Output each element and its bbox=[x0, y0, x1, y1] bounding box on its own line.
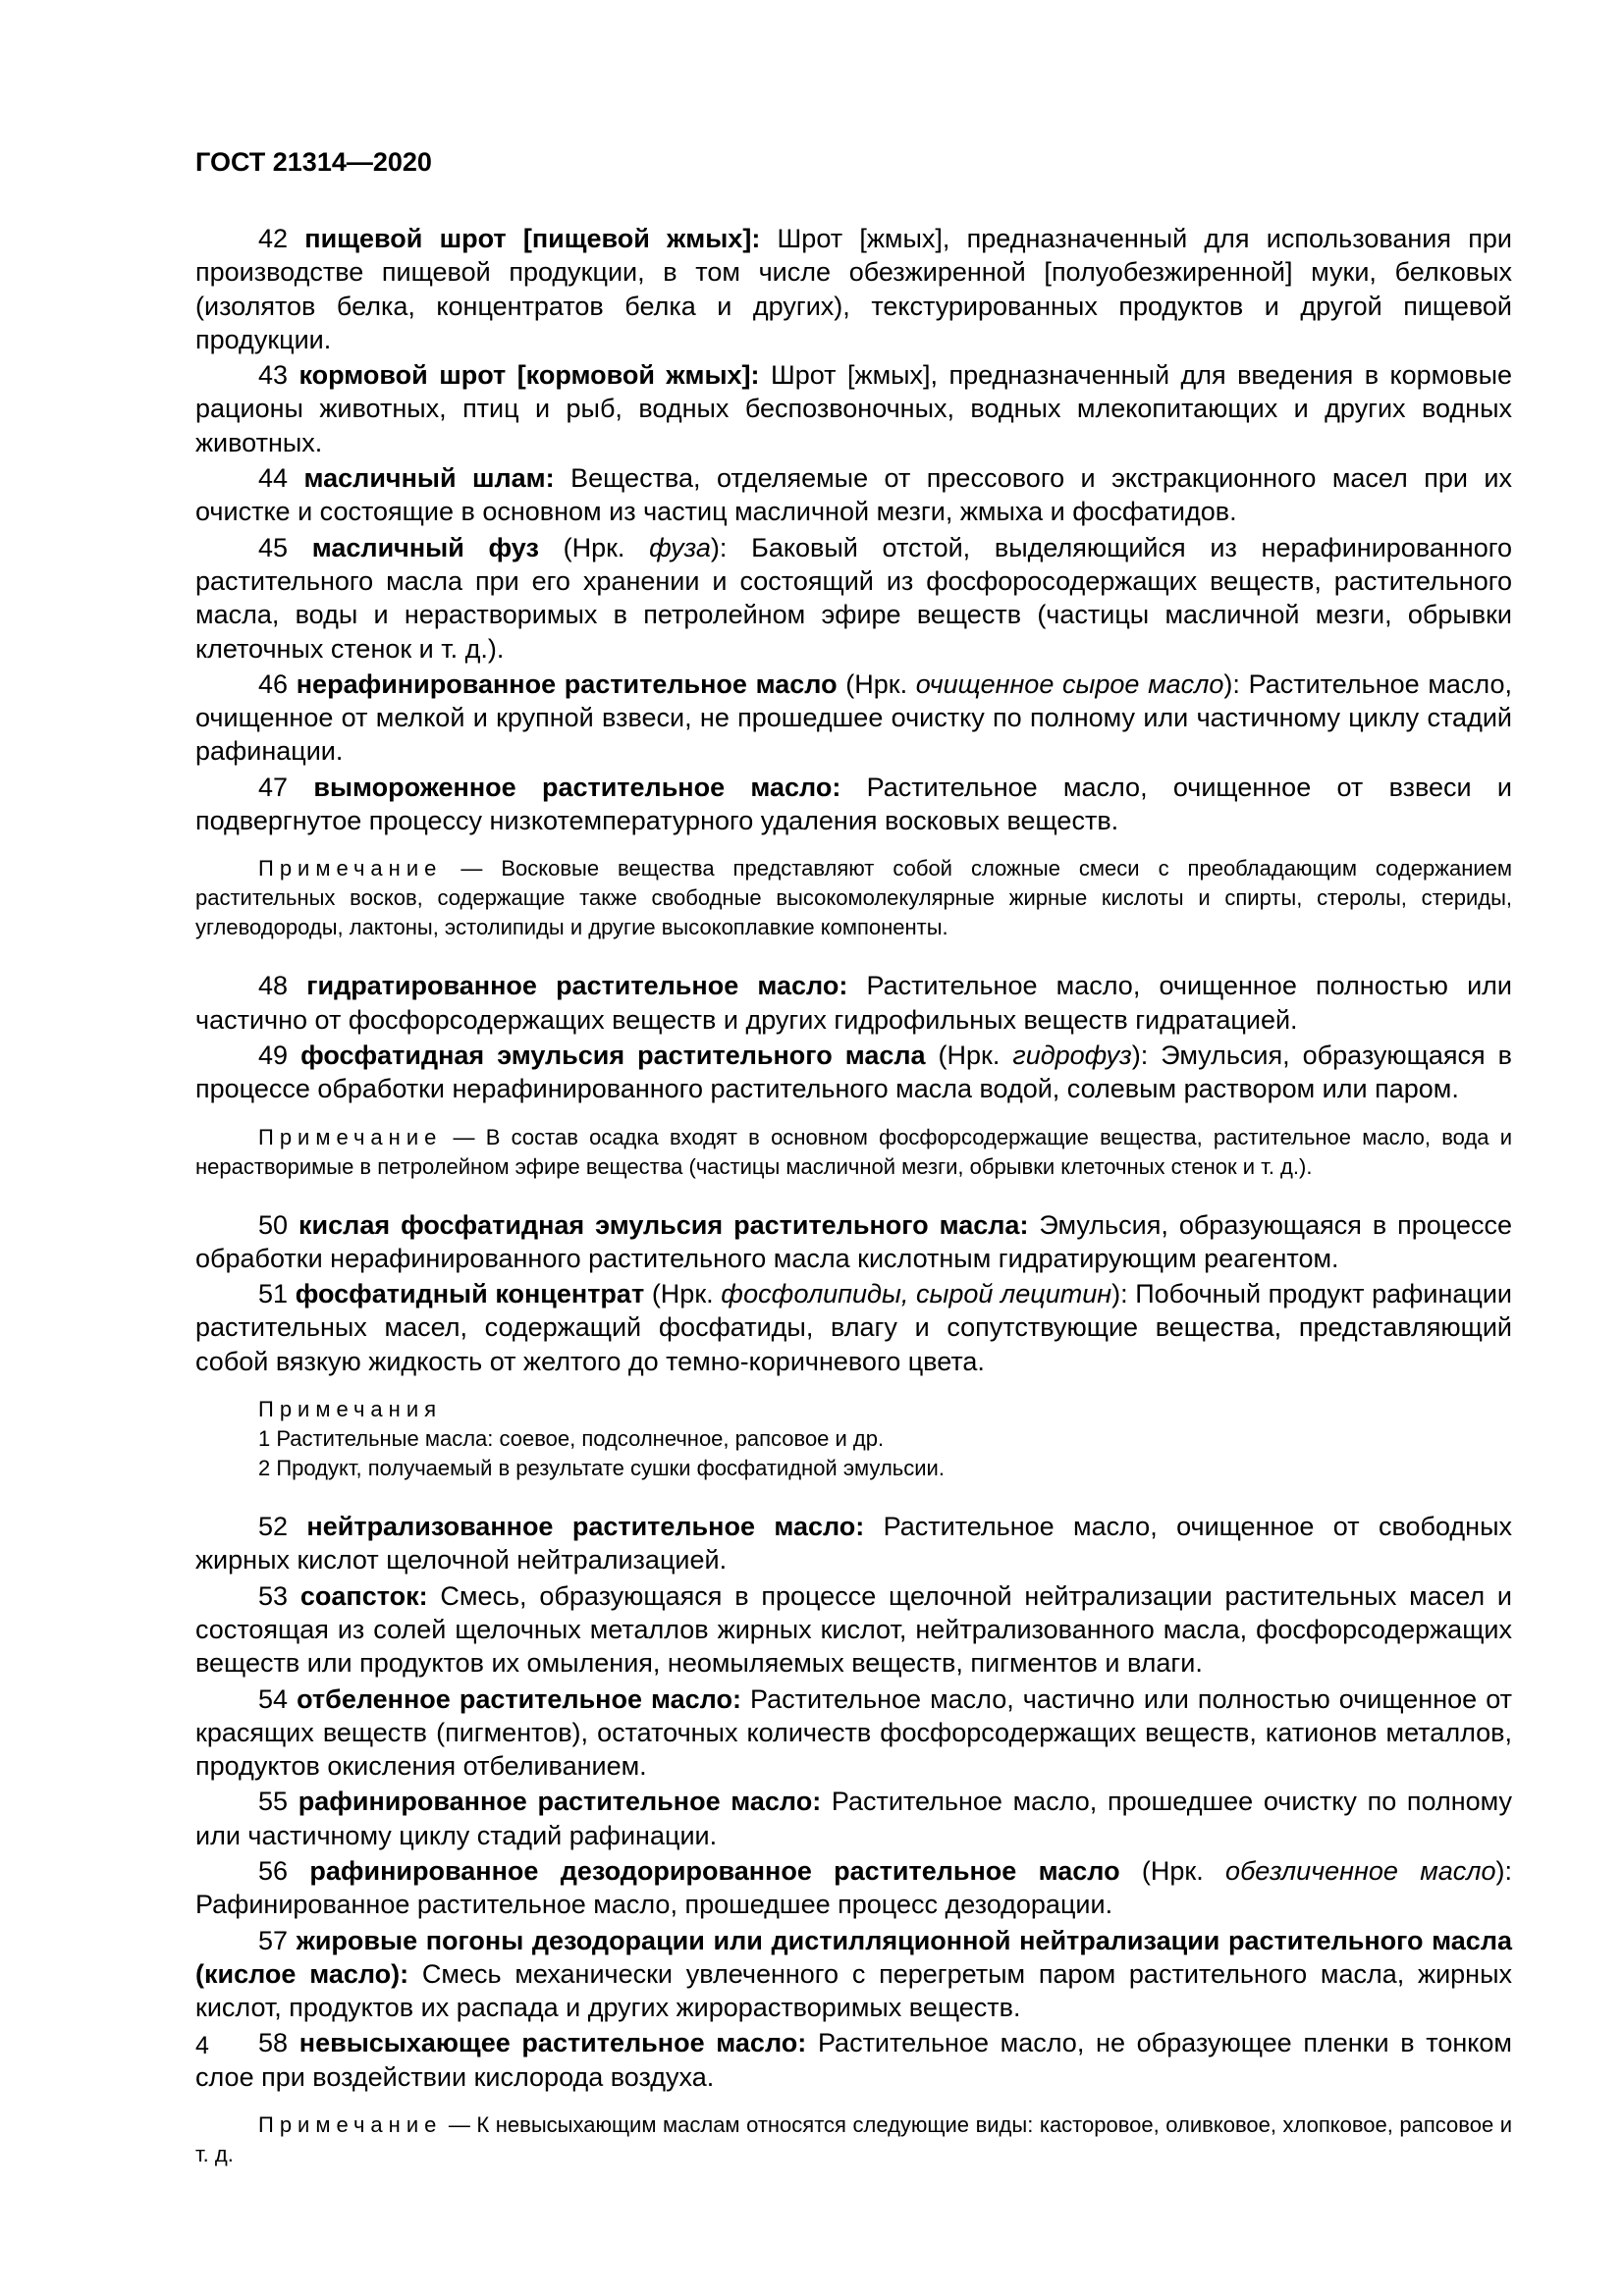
entry-number: 43 bbox=[258, 360, 289, 391]
term: масличный фуз bbox=[311, 532, 539, 562]
page-number: 4 bbox=[195, 2032, 209, 2059]
entry-number: 46 bbox=[258, 668, 289, 699]
term: кормовой шрот [кормовой жмых]: bbox=[298, 360, 760, 391]
note-text: — К невысыхающим маслам относятся следующие виды: касторовое, оливковое, хлопковое, рапсовое и т. д. bbox=[195, 2112, 1512, 2167]
term: нейтрализованное растительное масло: bbox=[306, 1512, 865, 1542]
note-text: — В состав осадка входят в основном фосфорсодержащие вещества, растительное масло, вода и нерастворимые в петролейном эфире вещества (частицы масличной мезги, обрывки клеточных стенок и т. д.). bbox=[195, 1124, 1512, 1179]
note-waxes bbox=[195, 854, 1512, 942]
term-entry-44 bbox=[195, 461, 1512, 529]
entry-number: 47 bbox=[258, 772, 289, 802]
document-body bbox=[195, 222, 1512, 2196]
entry-number: 55 bbox=[258, 1787, 289, 1817]
definition: Вещества, отделяемые от прессового и экстракционного масел при их очистке и состоящие в основном из частиц масличной мезги, жмыха и фосфатидов. bbox=[195, 463, 1512, 527]
definition: ): Побочный продукт рафинации растительных масел, содержащий фосфатиды, влагу и сопутствующие вещества, представляющий собой вязкую жидкость от желтого до темно-коричневого цвета. bbox=[195, 1279, 1512, 1376]
deprecated-term: фуза bbox=[649, 532, 711, 562]
note-sediment bbox=[195, 1123, 1512, 1182]
term-entry-52 bbox=[195, 1510, 1512, 1577]
definition: Шрот [жмых], предназначенный для введения в кормовые рационы животных, птиц и рыб, водных беспозвоночных, водных млекопитающих и других водных животных. bbox=[195, 360, 1513, 457]
term-entry-57 bbox=[195, 1924, 1512, 2025]
definition: ): Баковый отстой, выделяющийся из нерафинированного растительного масла при его хранении и состоящий из фосфоросодержащих веществ, растительного масла, воды и нерастворимых в петролейном эфире веществ (частицы масличной мезги, обрывки клеточных стенок и т. д.). bbox=[195, 532, 1512, 664]
note-label: Примечание bbox=[258, 2112, 443, 2138]
entry-number: 54 bbox=[258, 1683, 289, 1714]
term: пищевой шрот [пищевой жмых]: bbox=[304, 224, 761, 253]
term-entry-51 bbox=[195, 1277, 1512, 1378]
definition: Растительное масло, не образующее пленки в тонком слое при воздействии кислорода воздуха. bbox=[195, 2028, 1512, 2092]
definition: ): Эмульсия, образующаяся в процессе обработки нерафинированного растительного масла водой, солевым раствором или паром. bbox=[195, 1040, 1512, 1104]
definition: Смесь, образующаяся в процессе щелочной нейтрализации растительных масел и состоящая из солей щелочных металлов жирных кислот, нейтрализованного масла, фосфорсодержащих веществ или продуктов их омыления, неомыляемых веществ, пигментов и влаги. bbox=[195, 1580, 1512, 1679]
term: фосфатидная эмульсия растительного масла bbox=[300, 1040, 926, 1070]
term-entry-56 bbox=[195, 1854, 1512, 1922]
notes-label: Примечания bbox=[258, 1397, 443, 1422]
term: соапсток: bbox=[299, 1580, 428, 1611]
definition: Растительное масло, прошедшее очистку по полному или частичному циклу стадий рафинации. bbox=[195, 1787, 1512, 1850]
term-entry-48 bbox=[195, 969, 1512, 1037]
term: невысыхающее растительное масло: bbox=[298, 2028, 807, 2058]
term-entry-47 bbox=[195, 771, 1512, 838]
deprecated-term: очищенное сырое масло bbox=[915, 668, 1224, 699]
note-label: Примечание bbox=[258, 856, 443, 881]
term: нерафинированное растительное масло bbox=[296, 668, 838, 699]
term: кислая фосфатидная эмульсия растительного масла: bbox=[298, 1209, 1029, 1240]
definition: Растительное масло, очищенное полностью или частично от фосфорсодержащих веществ и других гидрофильных веществ гидратацией. bbox=[195, 971, 1512, 1035]
term-entry-45 bbox=[195, 531, 1512, 666]
deprecated-term: гидрофуз bbox=[1012, 1040, 1132, 1070]
definition: Эмульсия, образующаяся в процессе обработки нерафинированного растительного масла кислотным гидратирующим реагентом. bbox=[195, 1209, 1512, 1273]
notes-list bbox=[195, 1395, 1512, 1483]
term: рафинированное растительное масло: bbox=[298, 1787, 822, 1817]
note-item: 2 Продукт, получаемый в результате сушки фосфатидной эмульсии. bbox=[258, 1456, 945, 1481]
entry-number: 57 bbox=[258, 1925, 289, 1955]
entry-number: 51 bbox=[258, 1279, 289, 1309]
entry-number: 50 bbox=[258, 1209, 289, 1240]
term-entry-43 bbox=[195, 358, 1512, 459]
definition: Смесь механически увлеченного с перегретым паром растительного масла, жирных кислот, продуктов их распада и других жирорастворимых веществ. bbox=[195, 1958, 1512, 2023]
entry-number: 52 bbox=[258, 1512, 289, 1542]
entry-number: 48 bbox=[258, 971, 289, 1001]
deprecated-term: фосфолипиды, сырой лецитин bbox=[721, 1279, 1112, 1309]
deprecated-term: обезличенное масло bbox=[1225, 1855, 1496, 1886]
definition: Растительное масло, очищенное от взвеси и подвергнутое процессу низкотемпературного удаления восковых веществ. bbox=[195, 772, 1512, 836]
note-item: 1 Растительные масла: соевое, подсолнечное, рапсовое и др. bbox=[258, 1426, 885, 1452]
term-entry-42 bbox=[195, 222, 1512, 356]
note-label: Примечание bbox=[258, 1124, 443, 1149]
entry-number: 42 bbox=[258, 224, 289, 253]
term-entry-50 bbox=[195, 1208, 1512, 1276]
entry-number: 49 bbox=[258, 1040, 289, 1070]
term: рафинированное дезодорированное растительное масло bbox=[309, 1855, 1120, 1886]
term: вымороженное растительное масло: bbox=[313, 772, 841, 802]
term-entry-54 bbox=[195, 1682, 1512, 1784]
term: гидратированное растительное масло: bbox=[306, 971, 848, 1001]
nrk-prefix: (Нрк. bbox=[1119, 1855, 1226, 1886]
definition: ): Рафинированное растительное масло, прошедшее процесс дезодорации. bbox=[195, 1855, 1512, 1920]
term: фосфатидный концентрат bbox=[295, 1279, 645, 1309]
entry-number: 45 bbox=[258, 532, 289, 562]
term-entry-53 bbox=[195, 1579, 1512, 1681]
definition: Растительное масло, частично или полностью очищенное от красящих веществ (пигментов), остаточных количеств фосфорсодержащих веществ, катионов металлов, продуктов окисления отбеливанием. bbox=[195, 1683, 1512, 1782]
nrk-prefix: (Нрк. bbox=[538, 532, 650, 562]
note-nondrying-oils bbox=[195, 2110, 1512, 2169]
nrk-prefix: (Нрк. bbox=[925, 1040, 1013, 1070]
term-entry-58 bbox=[195, 2026, 1512, 2094]
entry-number: 56 bbox=[258, 1855, 289, 1886]
term: жировые погоны дезодорации или дистилляционной нейтрализации растительного масла (кислое масло): bbox=[195, 1925, 1512, 1989]
entry-number: 58 bbox=[258, 2028, 289, 2058]
entry-number: 53 bbox=[258, 1580, 289, 1611]
definition: Шрот [жмых], предназначенный для использования при производстве пищевой продукции, в том числе обезжиренной [полуобезжиренной] муки, белковых (изолятов белка, концентратов белка и других), текстурированных продуктов и другой пищевой продукции. bbox=[195, 224, 1512, 354]
term-entry-55 bbox=[195, 1785, 1512, 1852]
definition: Растительное масло, очищенное от свободных жирных кислот щелочной нейтрализацией. bbox=[195, 1512, 1512, 1575]
definition: ): Растительное масло, очищенное от мелкой и крупной взвеси, не прошедшее очистку по полному или частичному циклу стадий рафинации. bbox=[195, 668, 1512, 767]
entry-number: 44 bbox=[258, 463, 289, 494]
nrk-prefix: (Нрк. bbox=[644, 1279, 722, 1309]
term-entry-49 bbox=[195, 1039, 1512, 1106]
note-text: — Восковые вещества представляют собой сложные смеси с преобладающим содержанием растительных восков, содержащие также свободные высокомолекулярные жирные кислоты и спирты, стеролы, стериды, углеводороды, лактоны, эстолипиды и другие высокоплавкие компоненты. bbox=[195, 856, 1512, 940]
term-entry-46 bbox=[195, 667, 1512, 769]
term: отбеленное растительное масло: bbox=[297, 1683, 741, 1714]
nrk-prefix: (Нрк. bbox=[837, 668, 916, 699]
standard-header: ГОСТ 21314—2020 bbox=[195, 147, 432, 177]
term: масличный шлам: bbox=[303, 463, 555, 494]
